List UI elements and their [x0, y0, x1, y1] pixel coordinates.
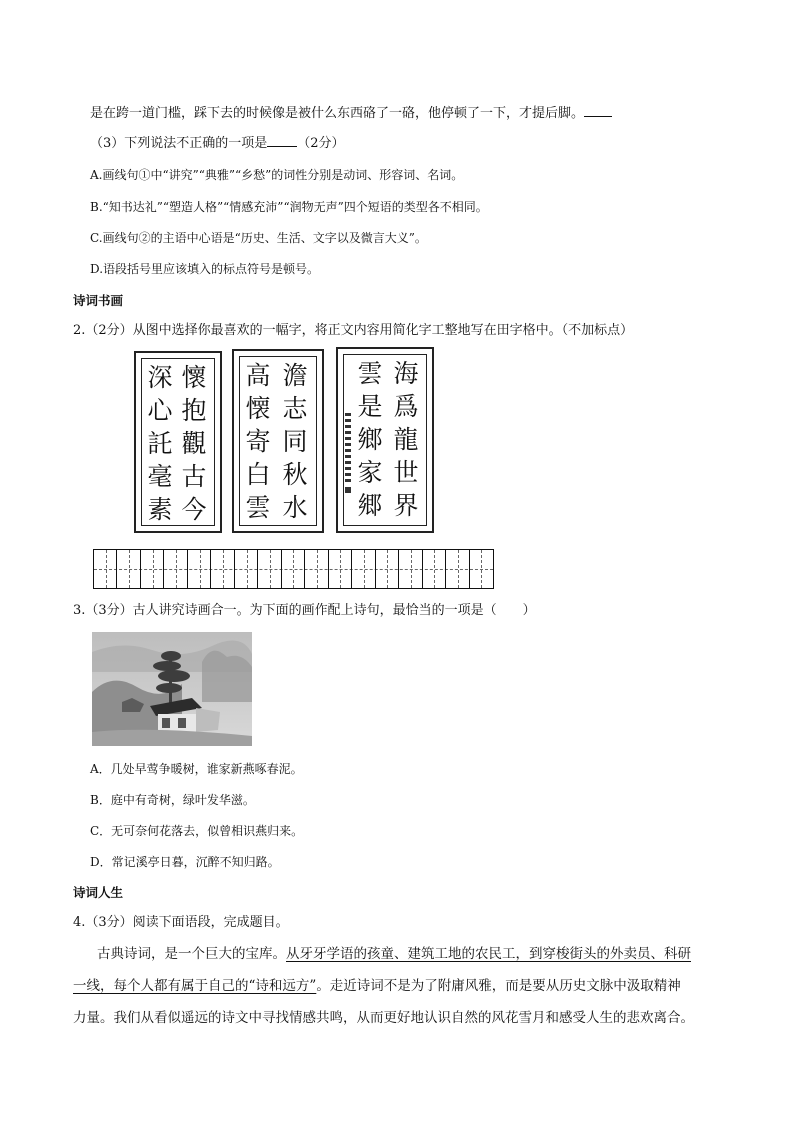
tianzige-cell[interactable]	[329, 550, 352, 588]
section-title-shicirensheng: 诗词人生	[73, 885, 124, 900]
panel-1-col-left	[144, 361, 176, 526]
tianzige-cell[interactable]	[376, 550, 399, 588]
calligraphy-char: 界	[393, 491, 419, 520]
tianzige-cell[interactable]	[94, 550, 117, 588]
calligraphy-char: 深	[147, 363, 173, 392]
tianzige-cell[interactable]	[117, 550, 140, 588]
q4-paragraph-line2	[73, 977, 681, 995]
q4-p1-text: 古典诗词，是一个巨大的宝库。	[97, 946, 286, 962]
q3-option-d: D．常记溪亭日暮，沉醉不知归路。	[90, 855, 280, 869]
q3-stem: 3.（3分）古人讲究诗画合一。为下面的画作配上诗句，最恰当的一项是（ ）	[73, 603, 536, 618]
signature-seal-mark	[345, 413, 351, 483]
answer-blank	[267, 134, 297, 147]
q1-sub3-text: （3）下列说法不正确的一项是	[90, 136, 268, 151]
q1-option-d: D.语段括号里应该填入的标点符号是顿号。	[90, 262, 320, 276]
tianzige-cell[interactable]	[352, 550, 375, 588]
calligraphy-char: 龍	[393, 425, 419, 454]
tianzige-cell[interactable]	[164, 550, 187, 588]
calligraphy-char: 懷	[181, 363, 207, 392]
calligraphy-panel-2	[232, 349, 324, 533]
calligraphy-char: 鄉	[357, 425, 383, 454]
q1-option-c: C.画线句②的主语中心语是“历史、生活、文字以及微言大义”。	[90, 231, 427, 245]
calligraphy-char: 澹	[282, 361, 308, 390]
calligraphy-char: 海	[393, 359, 419, 388]
panel-1-col-right	[178, 361, 210, 526]
q1-option-a: A.画线句①中“讲究”“典雅”“乡愁”的词性分别是动词、形容词、名词。	[90, 168, 464, 182]
q1-line1	[90, 104, 612, 123]
q4-p1-underlined: 从牙牙学语的孩童、建筑工地的农民工，到穿梭街头的外卖员、科研	[286, 946, 691, 962]
calligraphy-char: 志	[282, 394, 308, 423]
q1-option-b: B.“知书达礼”“塑造人格”“情感充沛”“润物无声”四个短语的类型各不相同。	[90, 200, 488, 214]
panel-2-col-right	[279, 359, 311, 524]
calligraphy-char: 雲	[245, 493, 271, 522]
calligraphy-char: 水	[282, 493, 308, 522]
q1-line1-text: 是在跨一道门槛，踩下去的时候像是被什么东西硌了一硌，他停顿了一下，才提后脚。	[90, 106, 585, 121]
seal-stamp	[345, 487, 351, 493]
calligraphy-char: 託	[147, 429, 173, 458]
calligraphy-char: 懐	[245, 394, 271, 423]
calligraphy-char: 家	[357, 458, 383, 487]
calligraphy-char: 古	[181, 462, 207, 491]
tianzige-cell[interactable]	[282, 550, 305, 588]
panel-3-col-left	[354, 357, 386, 522]
answer-blank	[584, 104, 612, 117]
tianzige-cell[interactable]	[188, 550, 211, 588]
tianzige-cell[interactable]	[305, 550, 328, 588]
tianzige-cell[interactable]	[141, 550, 164, 588]
tianzige-cell[interactable]	[470, 550, 493, 588]
tianzige-cell[interactable]	[423, 550, 446, 588]
q1-sub3	[90, 134, 345, 153]
q4-paragraph-line3: 力量。我们从看似遥远的诗文中寻找情感共鸣，从而更好地认识自然的风花雪月和感受人生的悲欢离合。	[73, 1010, 694, 1026]
q4-p2-underlined: 一线，每个人都有属于自己的“诗和远方”	[73, 978, 317, 994]
calligraphy-char: 是	[357, 392, 383, 421]
tianzige-cell[interactable]	[211, 550, 234, 588]
calligraphy-panel-1	[134, 351, 222, 533]
calligraphy-char: 爲	[393, 392, 419, 421]
tianzige-cell[interactable]	[235, 550, 258, 588]
section-title-shicishuhua: 诗词书画	[73, 293, 124, 308]
q4-paragraph-line1	[97, 945, 691, 963]
q4-p2-text: 。走近诗词不是为了附庸风雅，而是要从历史文脉中汲取精神	[316, 978, 681, 994]
calligraphy-char: 觀	[181, 429, 207, 458]
tianzige-cell[interactable]	[399, 550, 422, 588]
tianzige-cell[interactable]	[258, 550, 281, 588]
panel-2-col-left	[242, 359, 274, 524]
calligraphy-char: 白	[245, 460, 271, 489]
q3-option-a: A．几处早莺争暖树，谁家新燕啄春泥。	[90, 762, 303, 776]
q4-stem: 4.（3分）阅读下面语段，完成题目。	[73, 915, 289, 930]
calligraphy-char: 心	[147, 396, 173, 425]
calligraphy-char: 寄	[245, 427, 271, 456]
calligraphy-char: 今	[181, 495, 207, 524]
q1-sub3-points: （2分）	[297, 136, 345, 151]
calligraphy-char: 秋	[282, 460, 308, 489]
calligraphy-char: 抱	[181, 396, 207, 425]
calligraphy-panel-3	[336, 347, 434, 533]
calligraphy-char: 郷	[357, 491, 383, 520]
tianzige-writing-grid[interactable]	[93, 549, 494, 589]
calligraphy-char: 同	[282, 427, 308, 456]
q2-stem: 2.（2分）从图中选择你最喜欢的一幅字，将正文内容用简化字工整地写在田字格中。（不加标点）	[73, 323, 634, 338]
calligraphy-char: 雲	[357, 359, 383, 388]
calligraphy-char: 高	[245, 361, 271, 390]
tianzige-cell[interactable]	[446, 550, 469, 588]
q3-option-c: C．无可奈何花落去，似曾相识燕归来。	[90, 824, 304, 838]
calligraphy-char: 素	[147, 495, 173, 524]
calligraphy-char: 毫	[147, 462, 173, 491]
panel-3-col-right	[390, 357, 422, 522]
landscape-painting-image	[92, 632, 252, 746]
calligraphy-char: 世	[393, 458, 419, 487]
q3-option-b: B．庭中有奇树，绿叶发华滋。	[90, 793, 255, 807]
